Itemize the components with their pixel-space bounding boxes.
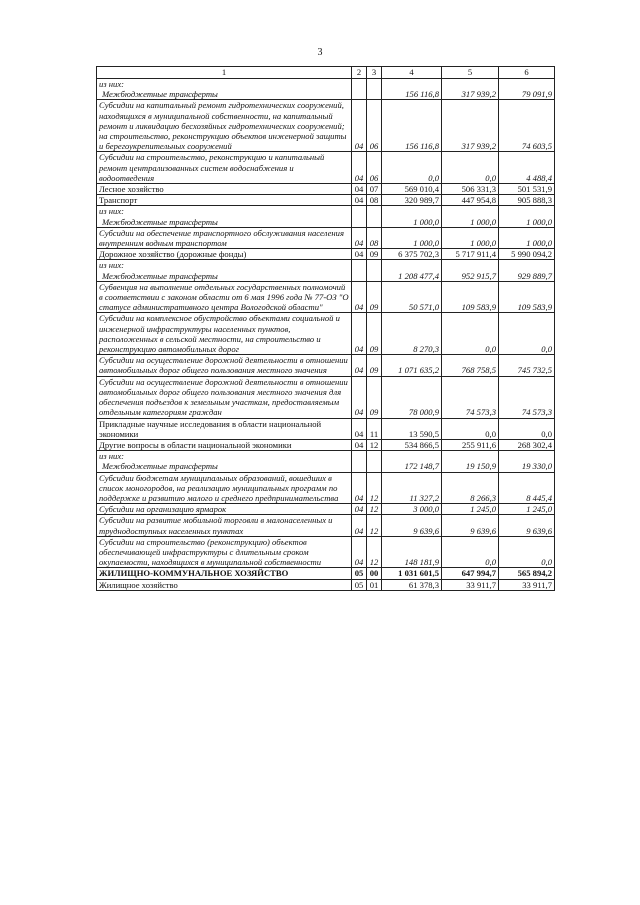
header-cell: 1 xyxy=(97,67,352,79)
value-col5: 0,0 xyxy=(442,152,499,184)
value-col5: 255 911,6 xyxy=(442,439,499,450)
subsection-code: 09 xyxy=(367,355,382,376)
row-label: Субсидии на капитальный ремонт гидротехнических сооружений, находящихся в муниципальной собственности, на капитальный ремонт и ликвидацию бесхозяйных гидротехнических сооружений; на строительство, реконструкцию объектов инженерной защиты и берегоукрепительных сооружений xyxy=(99,100,347,152)
value-col5: 109 583,9 xyxy=(442,281,499,313)
row-label: Субсидии бюджетам муниципальных образований, вошедших в список моногородов, на реализацию муниципальных программ по поддержке и развитию малого и среднего предпринимательства xyxy=(99,472,339,503)
section-code: 04 xyxy=(352,355,367,376)
table-row xyxy=(97,515,555,536)
row-prefix: из них: xyxy=(99,451,125,462)
row-label: Субсидии на строительство, реконструкцию и капитальный ремонт централизованных систем водоснабжения и водоотведения xyxy=(99,152,325,183)
subsection-code: 12 xyxy=(367,439,382,450)
table-row xyxy=(97,195,555,206)
section-code: 04 xyxy=(352,281,367,313)
subsection-code: 09 xyxy=(367,249,382,260)
value-col6: 905 888,3 xyxy=(499,195,555,206)
value-col4: 320 989,7 xyxy=(382,195,442,206)
value-col4: 8 270,3 xyxy=(382,313,442,355)
value-col4: 9 639,6 xyxy=(382,515,442,536)
row-name-cell xyxy=(97,418,352,439)
row-name-cell xyxy=(97,281,352,313)
section-code: 05 xyxy=(352,579,367,590)
table-row xyxy=(97,281,555,313)
section-code: 04 xyxy=(352,100,367,152)
row-label: ЖИЛИЩНО-КОММУНАЛЬНОЕ ХОЗЯЙСТВО xyxy=(99,568,289,579)
subsection-code: 12 xyxy=(367,472,382,504)
subsection-code: 09 xyxy=(367,376,382,418)
subsection-code xyxy=(367,79,382,100)
value-col6: 9 639,6 xyxy=(499,515,555,536)
section-code: 05 xyxy=(352,568,367,579)
table-row xyxy=(97,313,555,355)
row-label: Субсидии на обеспечение транспортного обслуживания населения внутренним водным транспортом xyxy=(99,227,344,249)
row-label: Субсидии на осуществление дорожной деятельности в отношении автомобильных дорог общего пользования местного значения xyxy=(99,355,348,376)
row-name-cell xyxy=(97,100,352,152)
value-col6: 1 245,0 xyxy=(499,504,555,515)
row-label: Межбюджетные трансферты xyxy=(102,461,218,472)
value-col4: 11 327,2 xyxy=(382,472,442,504)
value-col6: 74 603,5 xyxy=(499,100,555,152)
row-name-cell xyxy=(97,79,352,100)
value-col4: 148 181,9 xyxy=(382,536,442,568)
subsection-code xyxy=(367,260,382,281)
value-col5: 317 939,2 xyxy=(442,79,499,100)
section-code: 04 xyxy=(352,515,367,536)
subsection-code xyxy=(367,206,382,227)
value-col6: 79 091,9 xyxy=(499,79,555,100)
table-row xyxy=(97,152,555,184)
value-col6: 0,0 xyxy=(499,536,555,568)
section-code: 04 xyxy=(352,472,367,504)
row-label: Межбюджетные трансферты xyxy=(102,270,218,281)
row-label: Субвенция на выполнение отдельных государственных полномочий в соответствии с законом области от 6 мая 1996 года № 77-ОЗ "О статусе административного центра Вологодской области" xyxy=(99,281,349,313)
row-name-cell xyxy=(97,568,352,579)
row-label: Субсидии на организацию ярмарок xyxy=(99,504,227,515)
section-code: 04 xyxy=(352,376,367,418)
header-cell: 6 xyxy=(499,67,555,79)
row-name-cell xyxy=(97,439,352,450)
row-label: Транспорт xyxy=(99,195,138,206)
section-code: 04 xyxy=(352,227,367,248)
value-col4: 1 000,0 xyxy=(382,206,442,227)
value-col4: 3 000,0 xyxy=(382,504,442,515)
table-row xyxy=(97,184,555,195)
value-col6: 0,0 xyxy=(499,313,555,355)
value-col6: 1 000,0 xyxy=(499,227,555,248)
subsection-code: 11 xyxy=(367,418,382,439)
value-col6: 109 583,9 xyxy=(499,281,555,313)
value-col6: 0,0 xyxy=(499,418,555,439)
value-col5: 8 266,3 xyxy=(442,472,499,504)
section-code: 04 xyxy=(352,195,367,206)
value-col6: 19 330,0 xyxy=(499,451,555,472)
value-col6: 8 445,4 xyxy=(499,472,555,504)
value-col5: 74 573,3 xyxy=(442,376,499,418)
row-name-cell xyxy=(97,472,352,504)
section-code: 04 xyxy=(352,184,367,195)
section-code: 04 xyxy=(352,418,367,439)
value-col4: 534 866,5 xyxy=(382,439,442,450)
table-row xyxy=(97,355,555,376)
row-name-cell xyxy=(97,536,352,568)
value-col6: 1 000,0 xyxy=(499,206,555,227)
value-col6: 33 911,7 xyxy=(499,579,555,590)
row-prefix: из них: xyxy=(99,260,125,271)
row-name-cell xyxy=(97,184,352,195)
row-label: Дорожное хозяйство (дорожные фонды) xyxy=(99,249,247,260)
value-col6: 4 488,4 xyxy=(499,152,555,184)
table-row xyxy=(97,227,555,248)
table-row xyxy=(97,206,555,227)
row-label: Прикладные научные исследования в области национальной экономики xyxy=(99,418,322,439)
row-name-cell xyxy=(97,227,352,248)
value-col5: 647 994,7 xyxy=(442,568,499,579)
row-label: Субсидии на осуществление дорожной деятельности в отношении автомобильных дорог общего пользования местного значения для обеспечения подъездов к земельным участкам, предоставляемым отдельным категориям граждан xyxy=(99,376,348,418)
section-code xyxy=(352,79,367,100)
header-cell: 5 xyxy=(442,67,499,79)
table-row xyxy=(97,100,555,152)
table-row xyxy=(97,418,555,439)
value-col4: 1 208 477,4 xyxy=(382,260,442,281)
value-col5: 0,0 xyxy=(442,536,499,568)
subsection-code: 01 xyxy=(367,579,382,590)
section-code: 04 xyxy=(352,536,367,568)
subsection-code: 12 xyxy=(367,504,382,515)
value-col4: 156 116,8 xyxy=(382,100,442,152)
subsection-code: 08 xyxy=(367,195,382,206)
value-col4: 1 000,0 xyxy=(382,227,442,248)
row-label: Лесное хозяйство xyxy=(99,184,164,195)
row-name-cell xyxy=(97,152,352,184)
value-col4: 61 378,3 xyxy=(382,579,442,590)
value-col5: 9 639,6 xyxy=(442,515,499,536)
value-col4: 0,0 xyxy=(382,152,442,184)
row-name-cell xyxy=(97,195,352,206)
section-code xyxy=(352,451,367,472)
row-name-cell xyxy=(97,249,352,260)
value-col4: 50 571,0 xyxy=(382,281,442,313)
row-name-cell xyxy=(97,451,352,472)
subsection-code: 08 xyxy=(367,227,382,248)
row-label: Субсидии на комплексное обустройство объектами социальной и инженерной инфраструктуры населенных пунктов, расположенных в сельской местности, на строительство и реконструкцию автомобильных дорог xyxy=(99,313,340,355)
table-row xyxy=(97,79,555,100)
value-col6: 929 889,7 xyxy=(499,260,555,281)
row-label: Межбюджетные трансферты xyxy=(102,89,218,100)
row-name-cell xyxy=(97,355,352,376)
row-label: Субсидии на строительство (реконструкцию) объектов обеспечивающей инфраструктуры с длительным сроком окупаемости, находящихся в муниципальной собственности xyxy=(99,536,322,568)
value-col6: 74 573,3 xyxy=(499,376,555,418)
row-name-cell xyxy=(97,579,352,590)
table-row xyxy=(97,568,555,579)
row-label: Субсидии на развитие мобильной торговли в малонаселенных и труднодоступных населенных пунктах xyxy=(99,515,333,536)
section-code xyxy=(352,206,367,227)
subsection-code: 12 xyxy=(367,536,382,568)
header-cell: 2 xyxy=(352,67,367,79)
row-label: Межбюджетные трансферты xyxy=(102,216,218,227)
header-cell: 3 xyxy=(367,67,382,79)
table-row xyxy=(97,439,555,450)
value-col5: 1 000,0 xyxy=(442,227,499,248)
value-col6: 565 894,2 xyxy=(499,568,555,579)
value-col5: 1 000,0 xyxy=(442,206,499,227)
section-code: 04 xyxy=(352,152,367,184)
subsection-code: 07 xyxy=(367,184,382,195)
value-col5: 0,0 xyxy=(442,418,499,439)
table-row xyxy=(97,579,555,590)
subsection-code: 00 xyxy=(367,568,382,579)
page-number: 3 xyxy=(317,47,323,58)
value-col5: 19 150,9 xyxy=(442,451,499,472)
table-row xyxy=(97,536,555,568)
value-col4: 6 375 702,3 xyxy=(382,249,442,260)
row-name-cell xyxy=(97,515,352,536)
section-code: 04 xyxy=(352,249,367,260)
row-label: Жилищное хозяйство xyxy=(99,579,178,590)
header-cell: 4 xyxy=(382,67,442,79)
row-name-cell xyxy=(97,376,352,418)
section-code: 04 xyxy=(352,439,367,450)
value-col6: 501 531,9 xyxy=(499,184,555,195)
value-col5: 768 758,5 xyxy=(442,355,499,376)
row-prefix: из них: xyxy=(99,79,125,89)
row-prefix: из них: xyxy=(99,206,125,217)
value-col4: 78 000,9 xyxy=(382,376,442,418)
subsection-code xyxy=(367,451,382,472)
value-col5: 5 717 911,4 xyxy=(442,249,499,260)
subsection-code: 12 xyxy=(367,515,382,536)
value-col6: 5 990 094,2 xyxy=(499,249,555,260)
value-col4: 569 010,4 xyxy=(382,184,442,195)
table-row xyxy=(97,260,555,281)
value-col5: 952 915,7 xyxy=(442,260,499,281)
table-row xyxy=(97,451,555,472)
table-row xyxy=(97,504,555,515)
row-name-cell xyxy=(97,313,352,355)
value-col4: 1 071 635,2 xyxy=(382,355,442,376)
section-code: 04 xyxy=(352,504,367,515)
row-label: Другие вопросы в области национальной экономики xyxy=(99,439,292,450)
row-name-cell xyxy=(97,206,352,227)
value-col5: 0,0 xyxy=(442,313,499,355)
value-col4: 13 590,5 xyxy=(382,418,442,439)
section-code xyxy=(352,260,367,281)
section-code: 04 xyxy=(352,313,367,355)
value-col5: 447 954,8 xyxy=(442,195,499,206)
value-col4: 172 148,7 xyxy=(382,451,442,472)
subsection-code: 09 xyxy=(367,313,382,355)
subsection-code: 06 xyxy=(367,100,382,152)
row-name-cell xyxy=(97,260,352,281)
value-col6: 268 302,4 xyxy=(499,439,555,450)
value-col5: 506 331,3 xyxy=(442,184,499,195)
value-col4: 156 116,8 xyxy=(382,79,442,100)
value-col6: 745 732,5 xyxy=(499,355,555,376)
table-row xyxy=(97,249,555,260)
row-name-cell xyxy=(97,504,352,515)
budget-table xyxy=(96,66,555,591)
table-row xyxy=(97,472,555,504)
value-col5: 317 939,2 xyxy=(442,100,499,152)
subsection-code: 09 xyxy=(367,281,382,313)
value-col4: 1 031 601,5 xyxy=(382,568,442,579)
value-col5: 1 245,0 xyxy=(442,504,499,515)
table-row xyxy=(97,376,555,418)
subsection-code: 06 xyxy=(367,152,382,184)
value-col5: 33 911,7 xyxy=(442,579,499,590)
header-row xyxy=(97,67,555,79)
